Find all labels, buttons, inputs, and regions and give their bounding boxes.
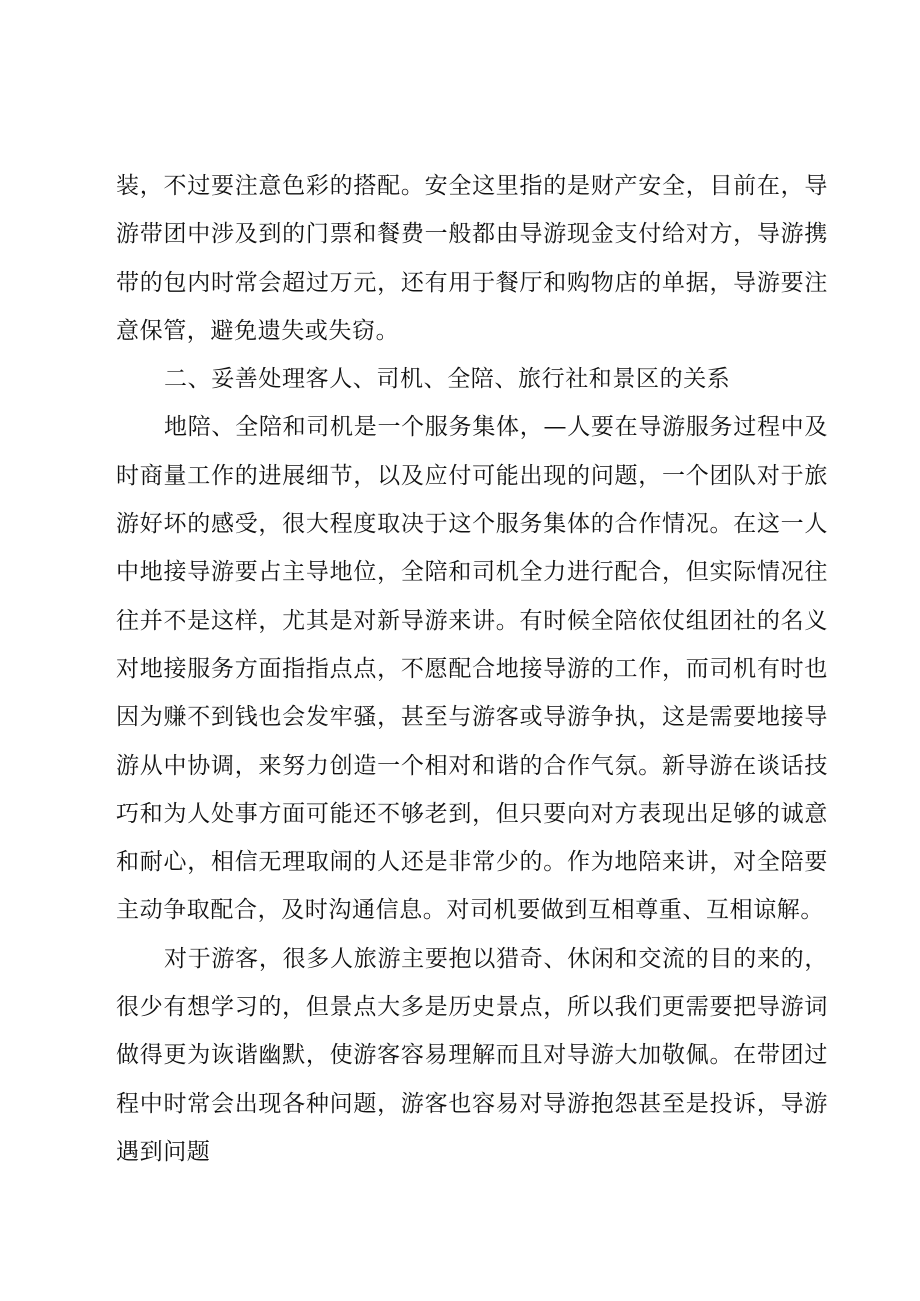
paragraph-tourists: 对于游客，很多人旅游主要抱以猎奇、休闲和交流的目的来的，很少有想学习的，但景点大多是历史景点，所以我们更需要把导游词做得更为诙谐幽默，使游客容易理解而且对导游大加敬佩。在带团过程中时常会出现各种问题，游客也容易对导游抱怨甚至是投诉，导游遇到问题 — [116, 945, 828, 1165]
paragraph-service-team: 地陪、全陪和司机是一个服务集体，—人要在导游服务过程中及时商量工作的进展细节，以及应付可能出现的问题，一个团队对于旅游好坏的感受，很大程度取决于这个服务集体的合作情况。在这一人中地接导游要占主导地位，全陪和司机全力进行配合，但实际情况往往并不是这样，尤其是对新导游来讲。有时候全陪依仗组团社的名义对地接服务方面指指点点，不愿配合地接导游的工作，而司机有时也因为赚不到钱也会发牢骚，甚至与游客或导游争执，这是需要地接导游从中协调，来努力创造一个相对和谐的合作气氛。新导游在谈话技巧和为人处事方面可能还不够老到，但只要向对方表现出足够的诚意和耐心，相信无理取闹的人还是非常少的。作为地陪来讲，对全陪要主动争取配合，及时沟通信息。对司机要做到互相尊重、互相谅解。 — [116, 414, 828, 924]
section-heading: 二、妥善处理客人、司机、全陪、旅行社和景区的关系 — [164, 366, 731, 393]
document-body — [116, 162, 828, 1176]
paragraph-continuation: 装，不过要注意色彩的搭配。安全这里指的是财产安全，目前在，导游带团中涉及到的门票和餐费一般都由导游现金支付给对方，导游携带的包内时常会超过万元，还有用于餐厅和购物店的单据，导游要注意保管，避免遗失或失窃。 — [116, 173, 828, 344]
